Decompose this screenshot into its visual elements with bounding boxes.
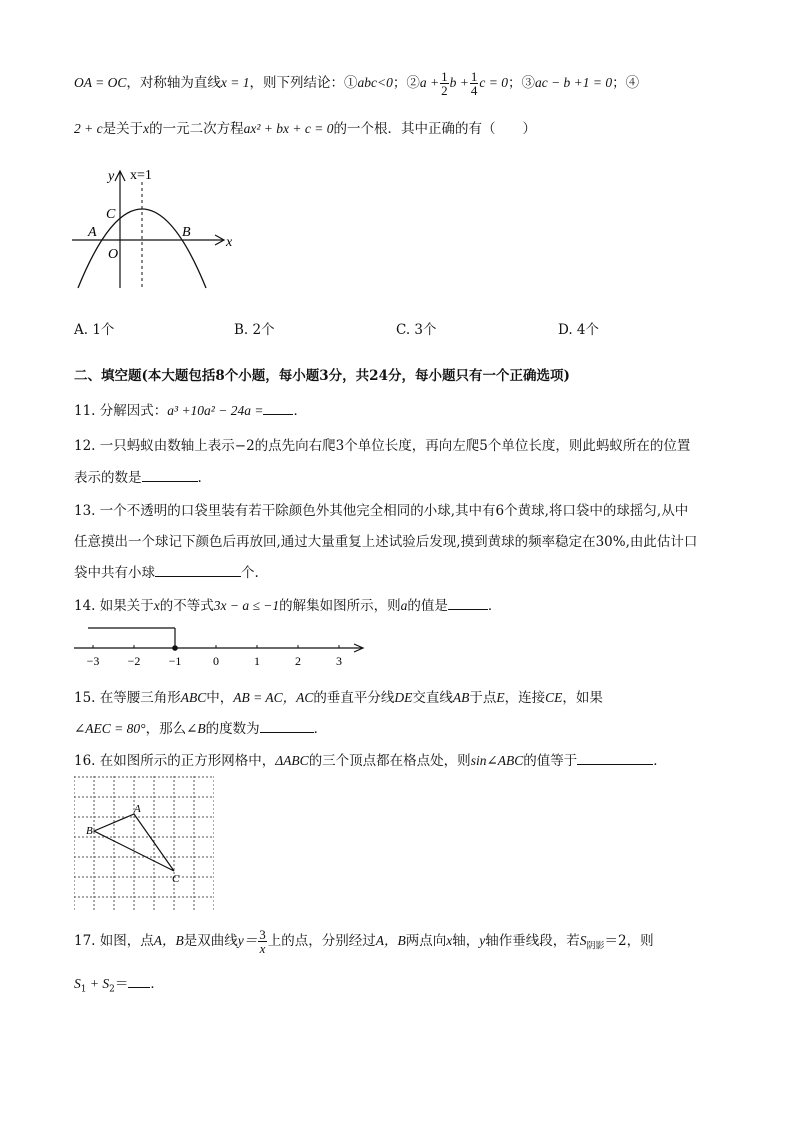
question-13-line1: 13. 一个不透明的口袋里装有若干除颜色外其他完全相同的小球,其中有6个黄球,将口袋中的球摇匀,从中 [74,503,689,519]
answer-blank[interactable] [128,973,150,988]
answer-blank[interactable] [263,400,293,415]
point-b-label: B [182,225,191,240]
number-line-tick-label: 0 [213,654,219,668]
question-15-line2: ∠AEC = 80°，那么∠B的度数为 ． [74,717,327,737]
answer-blank[interactable] [155,562,241,577]
y-axis-label: y [108,169,115,184]
fraction: $\frac{1}{4}$ [470,69,478,98]
answer-blank[interactable] [577,750,653,765]
question-12-line1: 12. 一只蚂蚁由数轴上表示−2的点先向右爬3个单位长度，再向左爬5个单位长度，则此蚂蚁所在的位置 [74,438,691,454]
number-line-tick-label: 2 [295,654,301,668]
number-line-tick-label: −2 [127,654,141,668]
section-heading: 二、填空题(本大题包括8个小题，每小题3分，共24分，每小题只有一个正确选项) [74,368,570,384]
point-c-label: C [106,207,116,222]
square-grid-figure [74,776,214,912]
q10-math: OA = OC [74,75,127,90]
question-14: 14. 如果关于x的不等式3x − a ≤ −1的解集如图所示，则a的值是 ． [74,594,501,614]
question-13-line2: 任意摸出一个球记下颜色后再放回,通过大量重复上述试验后发现,摸到黄球的频率稳定在30%,由此估计口 [74,534,698,550]
number-line-tick-label: 3 [336,654,342,668]
q10-line1: OA = OC，对称轴为直线x = 1，则下列结论：①abc<0；②a + $\frac{1}{2}$ b + $\frac{1}{4}$ c = 0；③ac − b +1 = 0；④ [74,69,640,98]
number-line-tick-label: −3 [86,654,100,668]
axis-of-symmetry-label: x=1 [130,168,152,183]
x-axis-label: x [226,235,233,250]
answer-blank[interactable] [142,467,198,482]
question-15-line1: 15. 在等腰三角形ABC中，AB = AC，AC的垂直平分线DE交直线AB于点E，连接CE，如果 [74,690,603,706]
question-11: 11. 分解因式：a³ +10a² − 24a = ． [74,399,307,419]
number-line [70,622,370,670]
question-12-line2: 表示的数是 . [74,466,202,486]
fraction: $\frac{3}{x}$ [259,927,266,956]
fraction: $\frac{1}{2}$ [441,69,448,98]
option-b: B. 2个 [234,322,275,338]
vertex-a-label: A [134,803,141,815]
vertex-c-label: C [172,873,180,885]
option-c: C. 3个 [396,322,437,338]
number-line-tick-label: 1 [254,654,260,668]
question-16: 16. 在如图所示的正方形网格中，ΔABC的三个顶点都在格点处，则sin∠ABC的值等于 ． [74,749,667,769]
q10-line2: 2 + c是关于x的一元二次方程ax² + bx + c = 0的一个根．其中正确的有（ ） [74,121,536,137]
parabola-graph [68,160,238,295]
answer-blank[interactable] [260,718,314,733]
answer-blank[interactable] [448,595,488,610]
number-line-tick-label: −1 [168,654,182,668]
option-a: A. 1个 [74,322,115,338]
question-17-line1: 17. 如图，点A，B是双曲线y＝ $\frac{3}{x}$ 上的点，分别经过A，B两点向x轴，y轴作垂线段，若$S_{阴影}=2$，则 [74,927,654,956]
point-a-label: A [88,225,97,240]
origin-label: O [108,247,119,262]
question-17-line2: $S_1 + S_2=$ ． [74,972,164,995]
vertex-b-label: B [86,825,93,837]
question-13-line3: 袋中共有小球 个. [74,561,259,581]
option-d: D. 4个 [558,322,600,338]
